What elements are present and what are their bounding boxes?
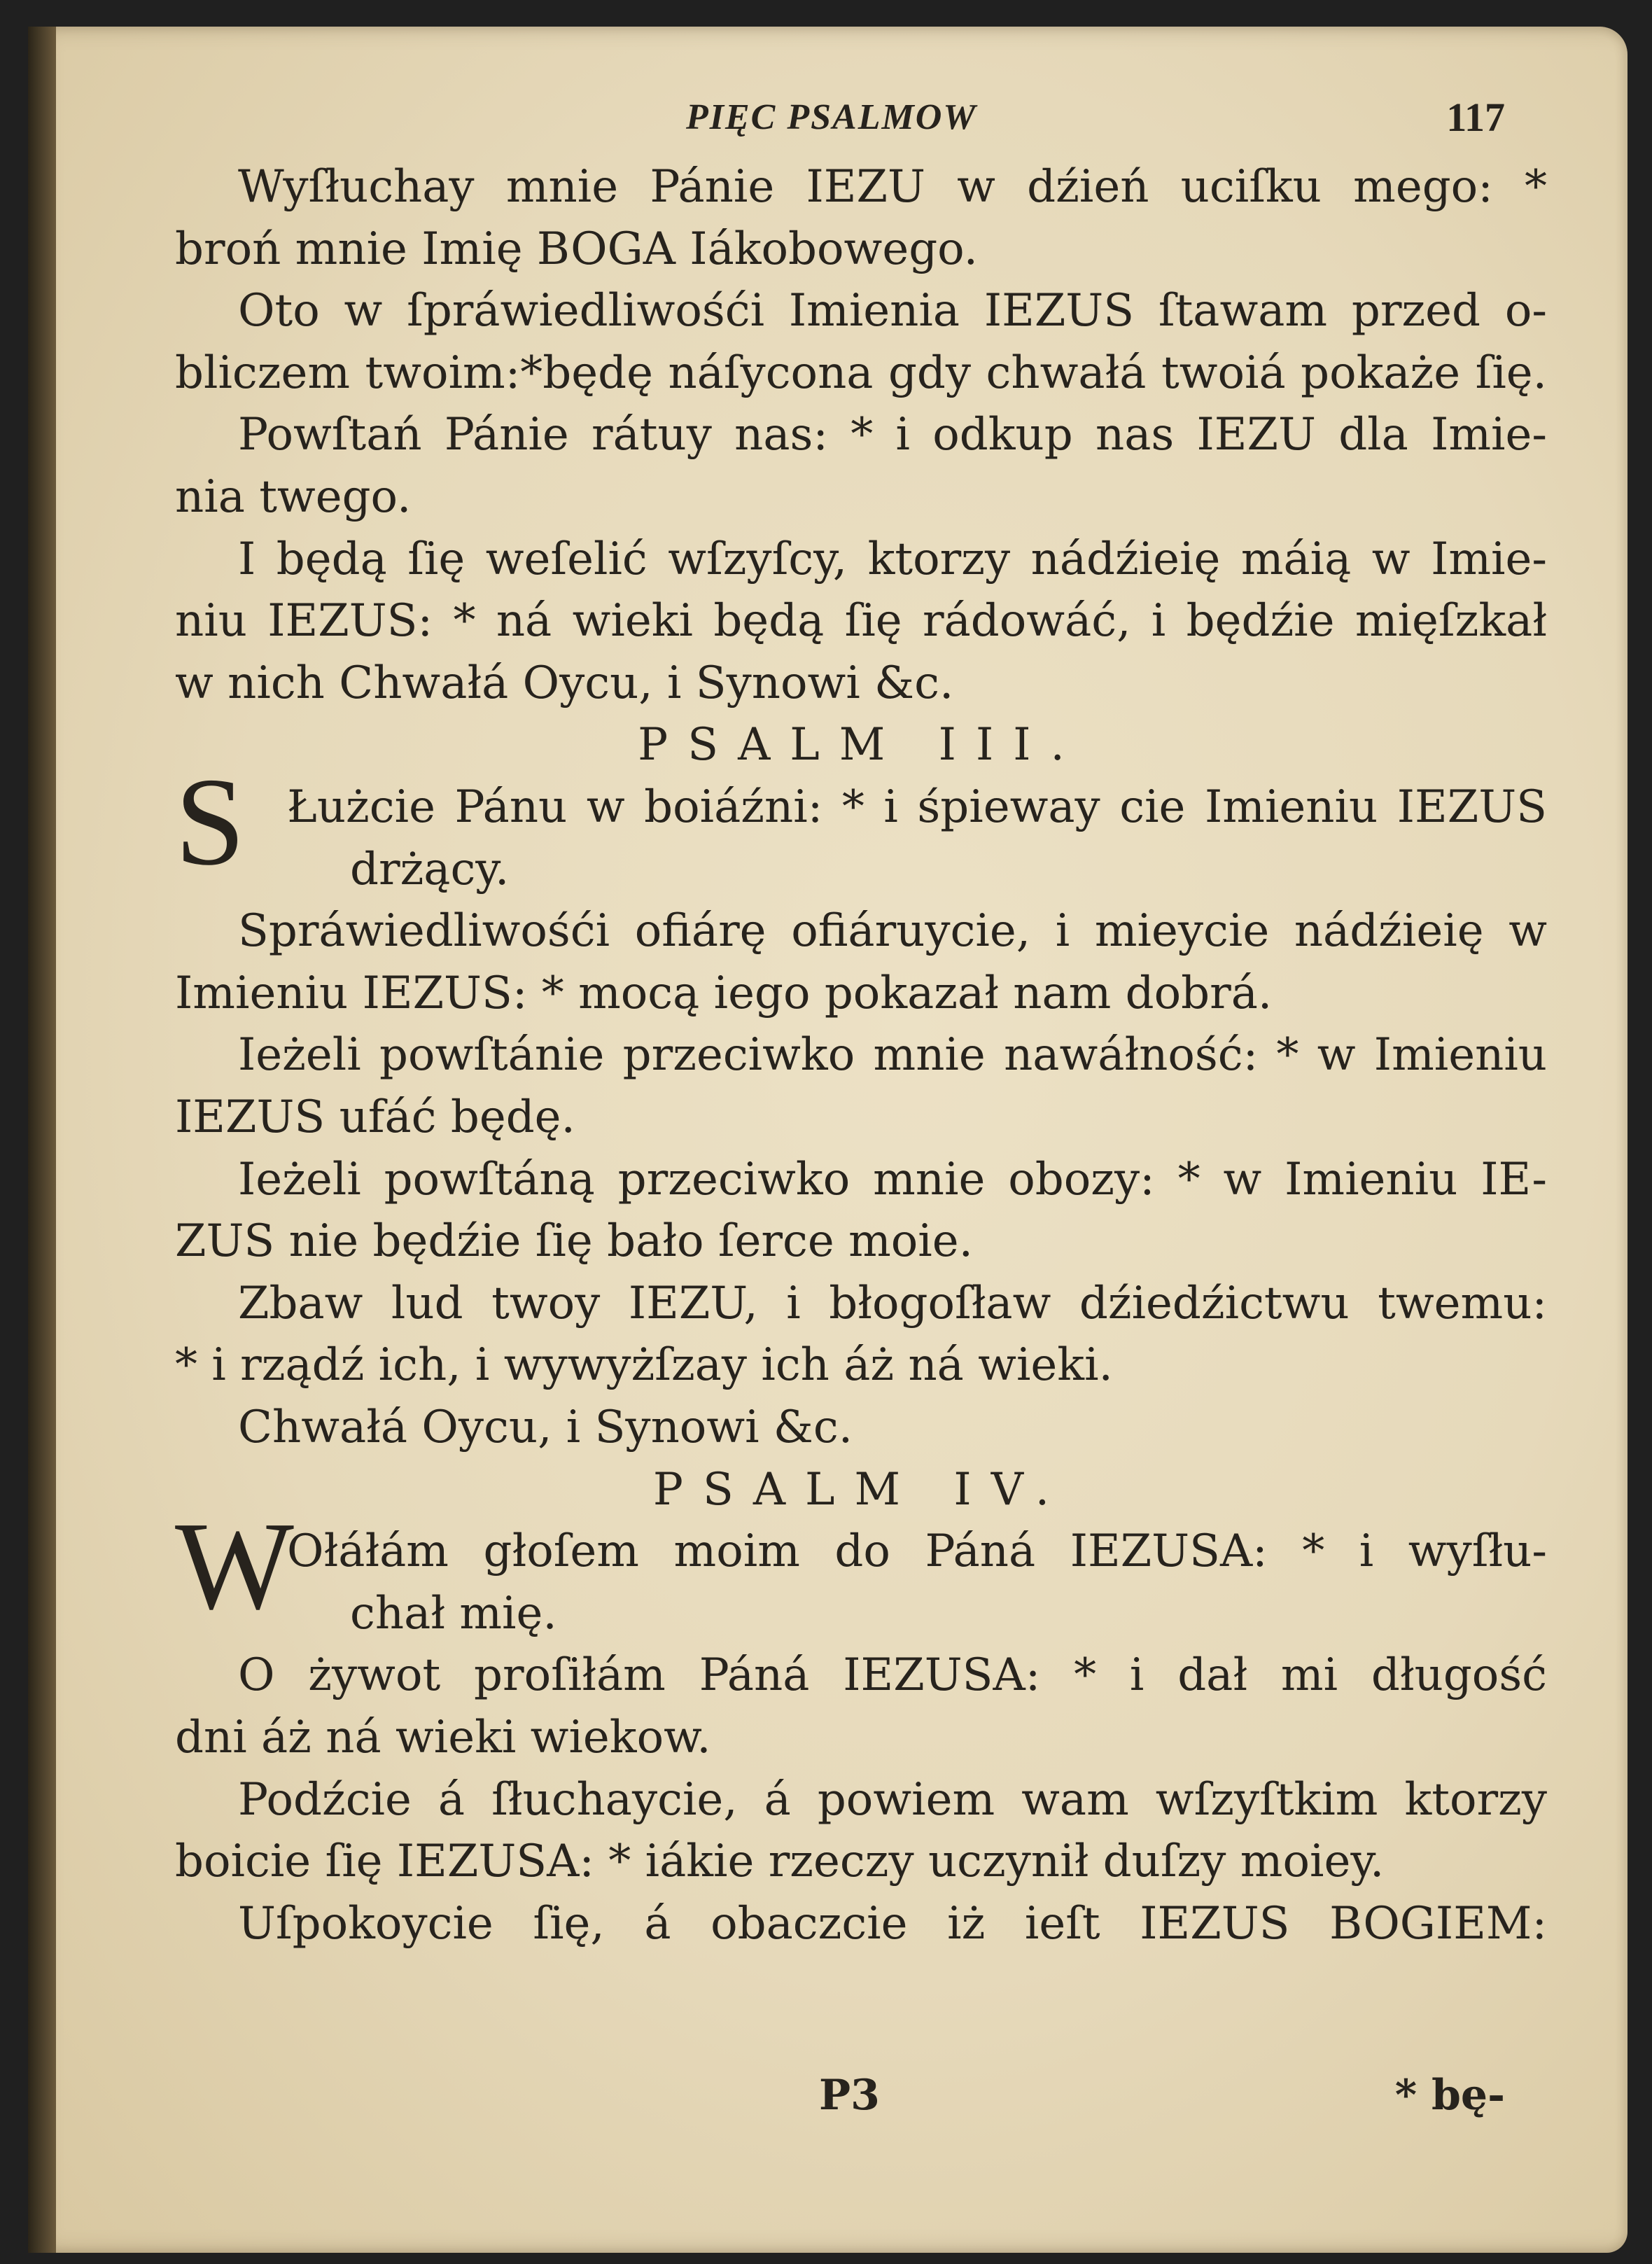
text-line: Uſpokoycie ſię, á obaczcie iż ieſt IEZUS BOGIEM: xyxy=(238,1897,1547,1950)
text-line: Wyſłuchay mnie Pánie IEZU w dźień uciſku mego: * xyxy=(238,161,1547,213)
text-line: Podźcie á ſłuchaycie, á powiem wam wſzyſtkim ktorzy xyxy=(238,1773,1547,1826)
text-line: Spráwiedliwośći ofiárę ofiáruycie, i mieycie nádźieię w xyxy=(238,905,1547,958)
text-line: bliczem twoim:*będę náſycona gdy chwałá twoiá pokaże ſię. xyxy=(175,347,1547,399)
text-line: PSALM III. xyxy=(638,719,1084,771)
text-line: ZUS nie będźie ſię bało ſerce moie. xyxy=(175,1215,973,1268)
page-number: 117 xyxy=(1446,95,1505,140)
text-line: PSALM IV. xyxy=(652,1463,1070,1516)
text-line: w nich Chwałá Oycu, i Synowi &c. xyxy=(175,657,954,709)
text-line: Chwałá Oycu, i Synowi &c. xyxy=(238,1402,853,1453)
text-line: Powſtań Pánie rátuy nas: * i odkup nas IEZU dla Imie- xyxy=(238,409,1547,461)
text-line: Ieżeli powſtáną przeciwko mnie obozy: * w Imieniu IE- xyxy=(238,1153,1547,1206)
text-line: broń mnie Imię BOGA Iákobowego. xyxy=(175,223,978,275)
initial-letter-psalm-3: S xyxy=(175,752,246,891)
text-line: Imieniu IEZUS: * mocą iego pokazał nam dobrá. xyxy=(175,967,1273,1019)
text-line: Łużcie Pánu w boiáźni: * i śpieway cie Imieniu IEZUS xyxy=(287,781,1547,833)
text-line: Ołáłám głoſem moim do Páná IEZUSA: * i wyſłu- xyxy=(287,1525,1547,1578)
catchword: * bę- xyxy=(1394,2071,1505,2120)
initial-letter-psalm-4: W xyxy=(175,1496,294,1636)
text-line: Ieżeli powſtánie przeciwko mnie nawáłność: * w Imieniu xyxy=(238,1029,1547,1082)
running-head: PIĘC PSALMOW xyxy=(686,97,977,137)
text-line: * i rządź ich, i wywyżſzay ich áż ná wieki. xyxy=(175,1339,1113,1392)
signature-mark: P3 xyxy=(819,2071,880,2120)
text-line: drżący. xyxy=(350,843,510,895)
text-line: O żywot proſiłám Páná IEZUSA: * i dał mi długość xyxy=(238,1649,1547,1702)
text-line: dni áż ná wieki wiekow. xyxy=(175,1712,711,1763)
text-line: Oto w ſpráwiedliwośći Imienia IEZUS ſtawam przed o- xyxy=(238,285,1547,337)
text-line: Zbaw lud twoy IEZU, i błogoſław dźiedźictwu twemu: xyxy=(238,1277,1547,1329)
text-line: I będą ſię weſelić wſzyſcy, ktorzy nádźieię máią w Imie- xyxy=(238,533,1547,585)
binding-gutter xyxy=(28,27,56,2253)
book-page xyxy=(28,27,1628,2253)
text-line: niu IEZUS: * ná wieki będą ſię rádowáć, i będźie mięſzkał xyxy=(175,595,1547,648)
page-header xyxy=(175,97,1547,153)
text-line: chał mię. xyxy=(350,1587,557,1640)
text-line: IEZUS ufáć będę. xyxy=(175,1091,575,1143)
text-line: boicie ſię IEZUSA: * iákie rzeczy uczynił duſzy moiey. xyxy=(175,1836,1385,1888)
text-line: nia twego. xyxy=(175,471,412,523)
